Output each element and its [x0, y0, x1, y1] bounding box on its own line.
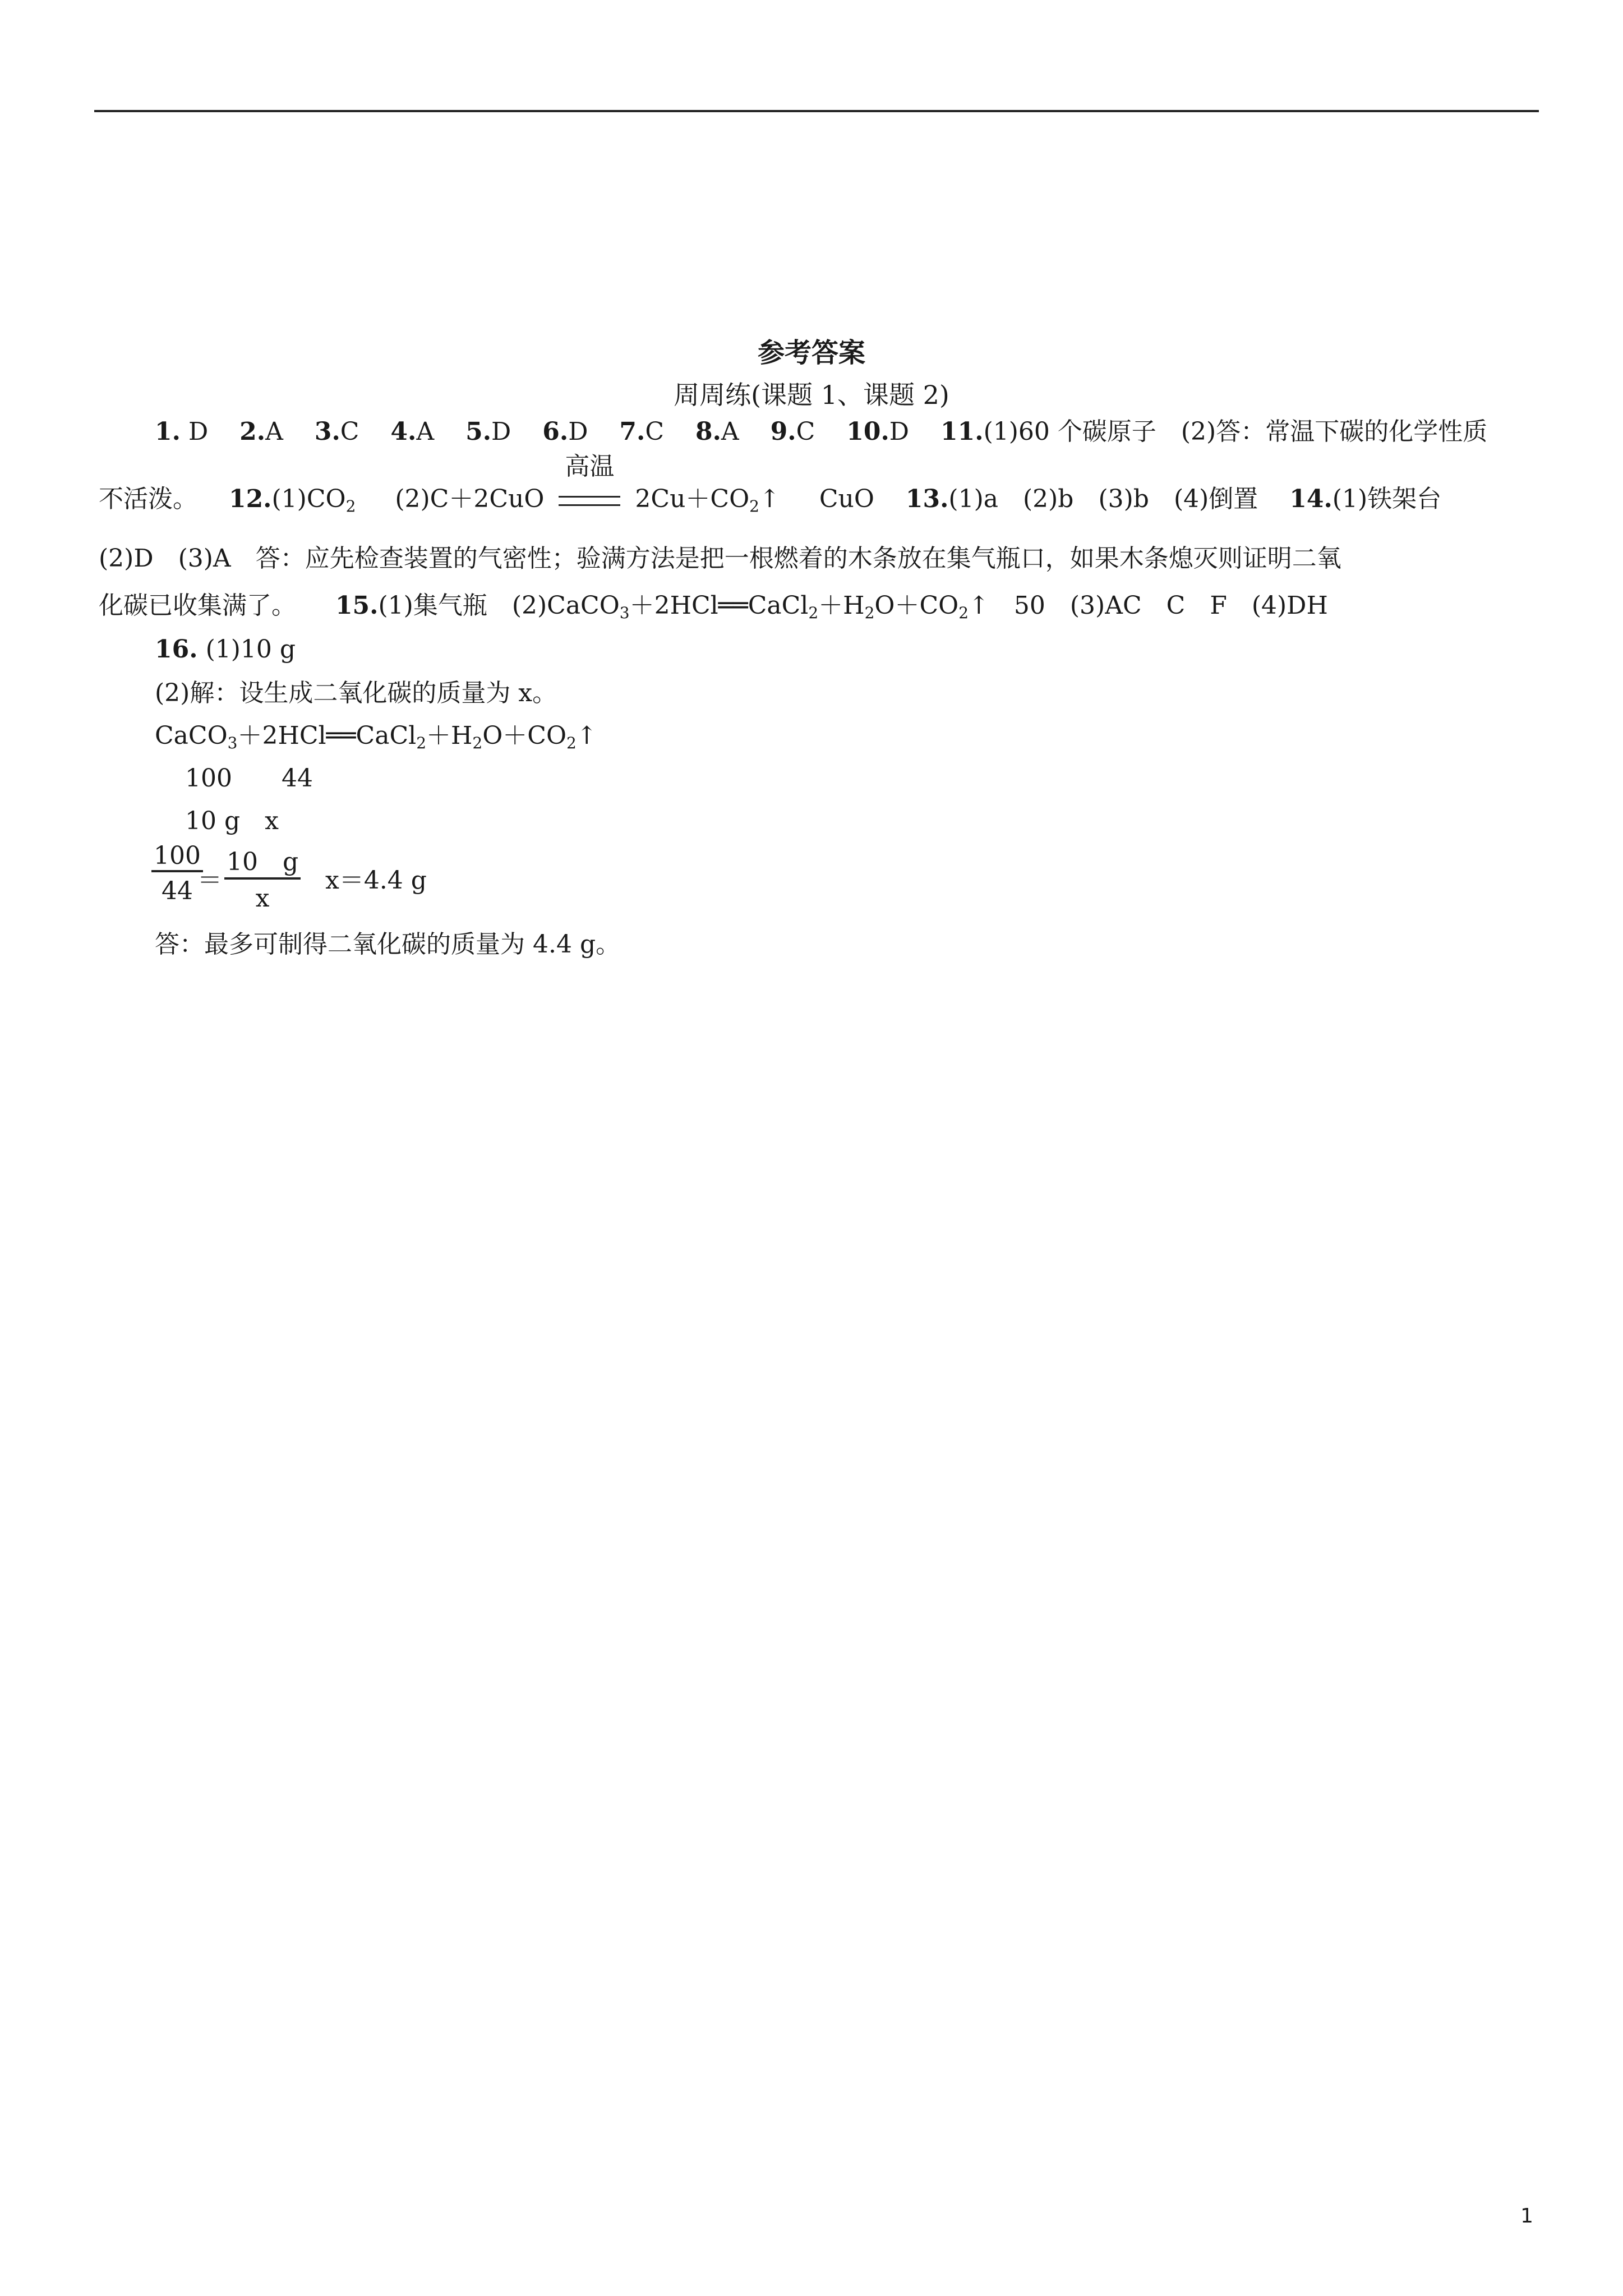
solution-line: (2)解：设生成二氧化碳的质量为 x。 [155, 679, 557, 707]
mass-row-1: 100 44 [185, 764, 313, 793]
mass-row-2: 10 g x [185, 807, 279, 835]
header-rule [94, 110, 1539, 112]
fraction-right: $\frac{10 g}{x}$ [224, 841, 301, 913]
final-answer: 答：最多可制得二氧化碳的质量为 4.4 g。 [155, 930, 621, 959]
answer-line-2: 不活泼。 $12.(1)CO_2$ (2)C＋2CuO 高温 $2Cu+CO_2↑$ CuO 13.(1)a (2)b (3)b (4)倒置 14.(1)铁架台 [99, 452, 1442, 516]
reaction-condition: 高温 [559, 482, 620, 516]
page-subtitle: 周周练(课题 1、课题 2) [674, 380, 949, 410]
fraction-result: x＝4.4 g [325, 866, 427, 895]
chemical-equation: $CaCO_3+2HCl══CaCl_2+H_2O+CO_2↑$ [155, 721, 597, 752]
fraction-equals: ＝ [197, 866, 222, 895]
answer-line-1: 1. D 2.A 3.C 4.A 5.D 6.D 7.C 8.A 9.C 10.D 11.(1)60 个碳原子 (2)答：常温下碳的化学性质 [155, 417, 1488, 446]
page-title: 参考答案 [757, 337, 865, 369]
answer-line-5: 16. (1)10 g [155, 635, 296, 664]
answer-line-3: (2)D (3)A 答：应先检查装置的气密性；验满方法是把一根燃着的木条放在集气瓶口，如果木条熄灭则证明二氧 [99, 544, 1341, 573]
page-number: 1 [1520, 2205, 1533, 2228]
answer-line-4: 化碳已收集满了。 15.(1)集气瓶 $(2)CaCO_3+2HCl══CaCl_2+H_2O+CO_2↑$ 50 (3)AC C F (4)DH [99, 591, 1328, 622]
equals-bar [559, 496, 620, 506]
fraction-left: $\frac{100}{44}$ [151, 841, 203, 905]
